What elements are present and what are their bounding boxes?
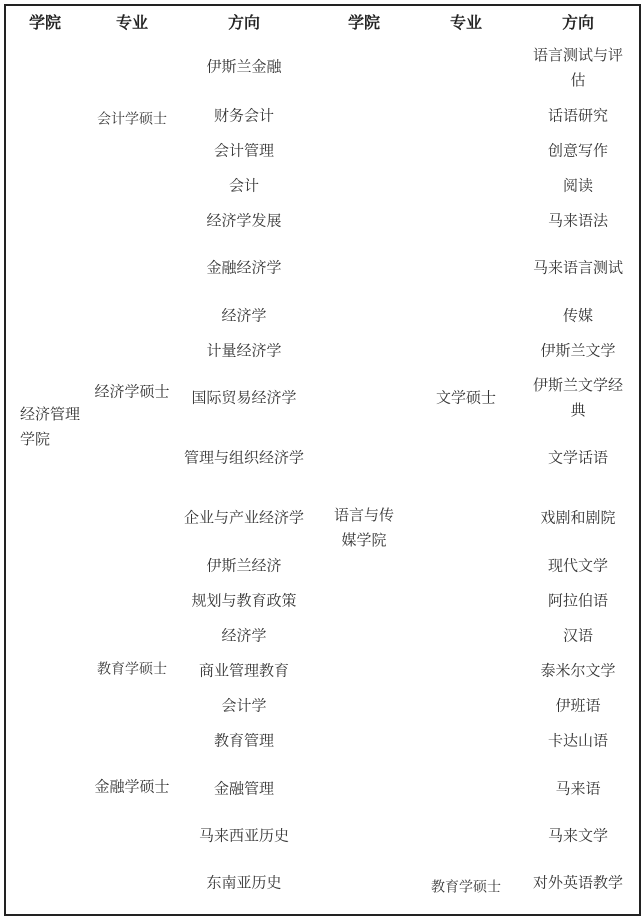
- direction-right-3: 创意写作: [547, 141, 608, 160]
- direction-right-20: 对外英语教学: [533, 873, 624, 892]
- direction-right-14: 汉语: [562, 626, 593, 645]
- direction-left-10: 管理与组织经济学: [183, 448, 304, 467]
- direction-left-4: 会计: [228, 176, 259, 195]
- header-college-right: 学院: [347, 13, 381, 32]
- direction-left-12: 伊斯兰经济: [206, 556, 282, 575]
- header-direction-left: 方向: [227, 13, 261, 32]
- direction-right-13: 阿拉伯语: [547, 591, 608, 610]
- direction-right-12: 现代文学: [547, 556, 608, 575]
- major-economics-master: 经济学硕士: [94, 382, 170, 401]
- direction-left-2: 财务会计: [213, 106, 274, 125]
- direction-right-8: 伊斯兰文学: [540, 341, 616, 360]
- direction-right-2: 话语研究: [547, 106, 608, 125]
- college-language-media: 语言与传媒学院: [333, 506, 394, 549]
- direction-right-19: 马来文学: [547, 826, 608, 845]
- direction-left-1: 伊斯兰金融: [206, 57, 282, 76]
- direction-left-8: 计量经济学: [206, 341, 282, 360]
- direction-right-6: 马来语言测试: [533, 258, 624, 277]
- major-education-master-left: 教育学硕士: [97, 661, 167, 678]
- direction-right-5: 马来语法: [547, 211, 608, 230]
- major-finance-master: 金融学硕士: [94, 777, 170, 796]
- direction-left-14: 经济学: [221, 626, 267, 645]
- direction-left-9: 国际贸易经济学: [191, 388, 297, 407]
- direction-left-5: 经济学发展: [206, 211, 282, 230]
- direction-left-15: 商业管理教育: [198, 661, 289, 680]
- college-economics-management: 经济管理学院: [20, 405, 81, 448]
- direction-right-16: 伊班语: [555, 696, 601, 715]
- direction-right-18: 马来语: [555, 779, 601, 798]
- major-accounting-master: 会计学硕士: [97, 111, 167, 128]
- direction-right-15: 泰米尔文学: [540, 661, 616, 680]
- direction-left-16: 会计学: [221, 696, 267, 715]
- direction-left-7: 经济学: [221, 306, 267, 325]
- direction-right-7: 传媒: [562, 306, 593, 325]
- major-literature-master: 文学硕士: [435, 388, 496, 407]
- direction-left-3: 会计管理: [213, 141, 274, 160]
- direction-right-1: 语言测试与评估: [533, 46, 624, 89]
- direction-left-18: 金融管理: [213, 779, 274, 798]
- direction-left-17: 教育管理: [213, 731, 274, 750]
- direction-right-4: 阅读: [562, 176, 593, 195]
- direction-left-13: 规划与教育政策: [191, 591, 297, 610]
- direction-right-9: 伊斯兰文学经典: [533, 376, 624, 419]
- header-major-right: 专业: [449, 13, 483, 32]
- major-education-master-right: 教育学硕士: [431, 879, 501, 896]
- header-college-left: 学院: [28, 13, 62, 32]
- direction-right-17: 卡达山语: [547, 731, 608, 750]
- header-direction-right: 方向: [561, 13, 595, 32]
- direction-left-19: 马来西亚历史: [198, 826, 289, 845]
- direction-left-20: 东南亚历史: [206, 873, 282, 892]
- direction-left-6: 金融经济学: [206, 258, 282, 277]
- direction-right-11: 戏剧和剧院: [540, 508, 616, 527]
- direction-right-10: 文学话语: [547, 448, 608, 467]
- direction-left-11: 企业与产业经济学: [183, 508, 304, 527]
- header-major-left: 专业: [115, 13, 149, 32]
